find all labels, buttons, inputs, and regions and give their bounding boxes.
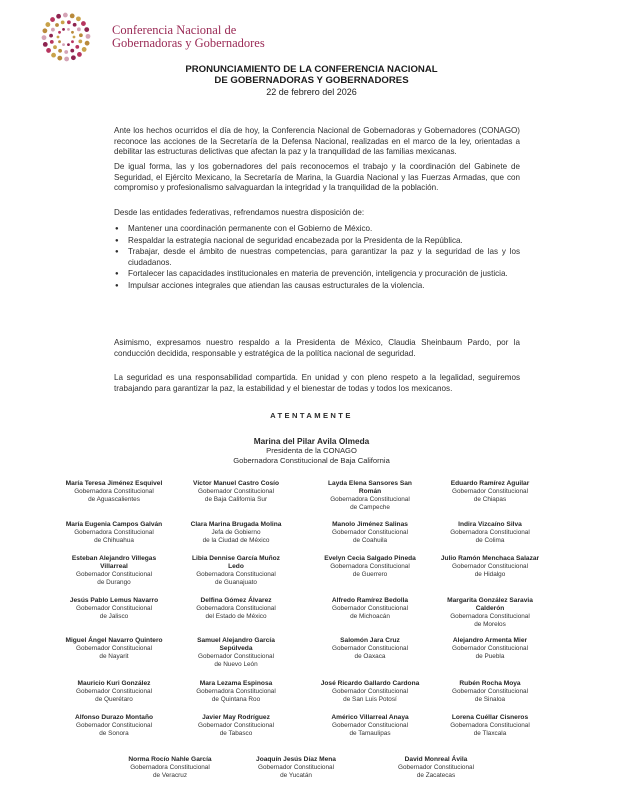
signatory-state: de Michoacán bbox=[350, 612, 390, 620]
signatory-title: Gobernador Constitucional bbox=[75, 644, 153, 652]
signatory-state: de Chiapas bbox=[473, 495, 507, 503]
signatory-state: de Oaxaca bbox=[354, 652, 386, 660]
list-item: ● Respaldar la estrategia nacional de seguridad encabezada por la Presidenta de la República. bbox=[114, 236, 520, 247]
signatory bbox=[44, 680, 184, 704]
signatory-title: Gobernadora Constitucional bbox=[196, 604, 276, 612]
signatory-state: de Tamaulipas bbox=[349, 729, 391, 737]
signatory-title: Gobernador Constitucional bbox=[397, 763, 475, 771]
signatory-name: Julio Ramón Menchaca Salazar bbox=[440, 555, 540, 562]
org-name-line2: Gobernadoras y Gobernadores bbox=[112, 36, 265, 50]
title-line1: PRONUNCIAMIENTO DE LA CONFERENCIA NACIONAL bbox=[185, 64, 438, 75]
signatory-state: de Guanajuato bbox=[215, 578, 257, 586]
signatory-state: de Campeche bbox=[350, 503, 390, 511]
signatory-name: Alfredo Ramírez Bedolla bbox=[331, 597, 409, 604]
signatory bbox=[166, 555, 306, 587]
document-date: 22 de febrero del 2026 bbox=[266, 87, 357, 97]
signatory-name: José Ricardo Gallardo Cardona bbox=[320, 680, 420, 687]
signatory bbox=[300, 521, 440, 545]
signatory-title: Gobernador Constitucional bbox=[197, 721, 275, 729]
signatory-title: Gobernadora Constitucional bbox=[330, 495, 410, 503]
signatory bbox=[44, 555, 184, 587]
signatory-state: de Aguascalientes bbox=[88, 495, 140, 503]
signatory bbox=[420, 555, 560, 579]
signatory-title: Gobernadora Constitucional bbox=[130, 763, 210, 771]
signatory-title: Gobernador Constitucional bbox=[451, 487, 529, 495]
signatory-state: de Quintana Roo bbox=[211, 695, 261, 703]
signatory-name: Eduardo Ramírez Aguilar bbox=[450, 480, 530, 487]
signatory-name: Alfonso Durazo Montaño bbox=[74, 714, 154, 721]
list-item: ● Fortalecer las capacidades institucionales en materia de prevención, inteligencia y procuración de justicia. bbox=[114, 269, 520, 280]
signatory-title: Gobernador Constitucional bbox=[451, 562, 529, 570]
signatory bbox=[44, 714, 184, 738]
signatory bbox=[300, 714, 440, 738]
signatory-title: Gobernador Constitucional bbox=[451, 644, 529, 652]
signatory bbox=[44, 597, 184, 621]
signatory-state: de Baja California Sur bbox=[204, 495, 268, 503]
signatory-name: Margarita González Saravia Calderón bbox=[447, 597, 533, 612]
signatory-title: Gobernadora Constitucional bbox=[196, 687, 276, 695]
signatory-title: Gobernadora Constitucional bbox=[450, 612, 530, 620]
signatory-title: Gobernador Constitucional bbox=[75, 721, 153, 729]
signatory-title: Gobernador Constitucional bbox=[331, 687, 409, 695]
signatory-state: de Chihuahua bbox=[94, 536, 134, 544]
signatory-name: David Monreal Ávila bbox=[404, 756, 468, 763]
signatory-name: Evelyn Cecia Salgado Pineda bbox=[324, 555, 416, 562]
conago-logo bbox=[40, 12, 104, 62]
signatory bbox=[44, 521, 184, 545]
signatory-state: de Querétaro bbox=[95, 695, 133, 703]
signatory-name: Delfina Gómez Álvarez bbox=[200, 597, 272, 604]
signatory-title: Gobernadora Constitucional bbox=[450, 721, 530, 729]
paragraph-4: Asimismo, expresamos nuestro respaldo a la Presidenta de México, Claudia Sheinbaum Pardo, por la conducción decidida, responsable y estratégica de la política nacional de seguridad. bbox=[114, 338, 520, 358]
signatory-title: Gobernador Constitucional bbox=[257, 763, 335, 771]
signatory-title: Gobernadora Constitucional bbox=[450, 528, 530, 536]
signatory-state: de Coahuila bbox=[352, 536, 388, 544]
signatory-name: Salomón Jara Cruz bbox=[340, 637, 400, 644]
signatory-name: Rubén Rocha Moya bbox=[459, 680, 521, 687]
signatory-state: de Colima bbox=[475, 536, 505, 544]
signatory-title: Gobernador Constitucional bbox=[197, 487, 275, 495]
signatory-title: Gobernadora Constitucional bbox=[74, 487, 154, 495]
signatory-title: Gobernador Constitucional bbox=[75, 570, 153, 578]
signatory-title: Gobernador Constitucional bbox=[331, 604, 409, 612]
signatory-name: Layda Elena Sansores San Román bbox=[328, 480, 412, 495]
signatory bbox=[300, 597, 440, 621]
signatory bbox=[166, 714, 306, 738]
signatory bbox=[166, 680, 306, 704]
signatory-name: Esteban Alejandro Villegas Villarreal bbox=[71, 555, 157, 570]
commitments-list bbox=[114, 224, 520, 292]
signatory-title: Gobernador Constitucional bbox=[451, 687, 529, 695]
signatory-state: de Sonora bbox=[99, 729, 129, 737]
signatory bbox=[420, 480, 560, 504]
signatory-title: Gobernador Constitucional bbox=[75, 687, 153, 695]
signatory bbox=[100, 756, 240, 780]
signatory-state: de Jalisco bbox=[99, 612, 129, 620]
signatory-state: de Yucatán bbox=[280, 771, 312, 779]
signatory-name: Jesús Pablo Lemus Navarro bbox=[69, 597, 159, 604]
signatory-state: de Puebla bbox=[475, 652, 505, 660]
signatory bbox=[166, 480, 306, 504]
signatory-name: Víctor Manuel Castro Cosío bbox=[192, 480, 280, 487]
signatory-name: Mauricio Kuri González bbox=[77, 680, 151, 687]
org-name-line1: Conferencia Nacional de bbox=[112, 23, 237, 37]
list-item: ● Impulsar acciones integrales que atiendan las causas estructurales de la violencia. bbox=[114, 281, 520, 292]
signatory-state: de Hidalgo bbox=[474, 570, 506, 578]
signatory-name: Clara Marina Brugada Molina bbox=[190, 521, 282, 528]
signatory-state: de la Ciudad de México bbox=[202, 536, 270, 544]
signatory-state: de Nuevo León bbox=[214, 660, 258, 668]
signatory-title: Jefa de Gobierno bbox=[211, 528, 261, 536]
signatory-title: Gobernadora Constitucional bbox=[196, 570, 276, 578]
title-line2: DE GOBERNADORAS Y GOBERNADORES bbox=[214, 75, 409, 86]
closing-heading: ATENTAMENTE bbox=[270, 411, 353, 420]
signatory-name: Libia Dennise García Muñoz Ledo bbox=[192, 555, 280, 570]
paragraph-3: Desde las entidades federativas, refrendamos nuestra disposición de: bbox=[114, 208, 365, 217]
paragraph-2: De igual forma, las y los gobernadores del país reconocemos el trabajo y la coordinación del Gabinete de Seguridad, el Ejército Mexicano, la Secretaría de Marina, la Guardia Nacional y las Fuerzas Armadas, que con compromiso y profesionalismo salvaguardan la integridad y la tranquilidad de la población. bbox=[114, 162, 520, 192]
president-signature bbox=[0, 436, 623, 466]
signatory-state: de Guerrero bbox=[352, 570, 388, 578]
signatory bbox=[226, 756, 366, 780]
signatory bbox=[300, 680, 440, 704]
signatory-title: Gobernador Constitucional bbox=[331, 644, 409, 652]
signatory-state: de Tlaxcala bbox=[473, 729, 507, 737]
signatory-name: Alejandro Armenta Mier bbox=[452, 637, 528, 644]
signatory-state: de Veracruz bbox=[152, 771, 188, 779]
signatory bbox=[420, 597, 560, 629]
signatory bbox=[366, 756, 506, 780]
signatory-title: Gobernador Constitucional bbox=[331, 528, 409, 536]
signatory bbox=[166, 597, 306, 621]
signatory-state: del Estado de México bbox=[205, 612, 267, 620]
signatory bbox=[300, 637, 440, 661]
signatory-name: Javier May Rodríguez bbox=[202, 714, 270, 721]
signatory-state: de San Luis Potosí bbox=[343, 695, 397, 703]
signatory-name: Mara Lezama Espinosa bbox=[199, 680, 273, 687]
signatory-state: de Nayarit bbox=[99, 652, 129, 660]
signatory bbox=[300, 480, 440, 512]
signatory-name: Lorena Cuéllar Cisneros bbox=[451, 714, 529, 721]
signatory-name: Joaquín Jesús Díaz Mena bbox=[256, 756, 336, 763]
signatory bbox=[44, 637, 184, 661]
signatory bbox=[166, 637, 306, 669]
signatory-name: Manolo Jiménez Salinas bbox=[332, 521, 408, 528]
signatory bbox=[420, 714, 560, 738]
signatory-title: Gobernadora Constitucional bbox=[330, 562, 410, 570]
president-role: Presidenta de la CONAGO bbox=[266, 446, 357, 455]
signatory-state: de Durango bbox=[97, 578, 131, 586]
signatory-state: de Morelos bbox=[474, 620, 506, 628]
document-title bbox=[0, 64, 623, 86]
signatory-title: Gobernador Constitucional bbox=[197, 652, 275, 660]
signatory-name: Samuel Alejandro García Sepúlveda bbox=[197, 637, 275, 652]
signatory bbox=[44, 480, 184, 504]
signatory bbox=[166, 521, 306, 545]
paragraph-1: Ante los hechos ocurridos el día de hoy, la Conferencia Nacional de Gobernadoras y Gobernadores (CONAGO) reconoce las acciones de la Secretaría de la Defensa Nacional, realizadas en el marco de la ley, orientadas a debilitar las estructuras delictivas que afectan la paz y la tranquilidad de las familias mexicanas. bbox=[114, 126, 520, 156]
signatory-state: de Zacatecas bbox=[416, 771, 456, 779]
signatory-name: María Teresa Jiménez Esquivel bbox=[65, 480, 163, 487]
signatory-title: Gobernador Constitucional bbox=[75, 604, 153, 612]
list-item: ● Trabajar, desde el ámbito de nuestras competencias, para garantizar la paz y la seguridad de las y los ciudadanos. bbox=[114, 247, 520, 268]
signatory-name: Indira Vizcaíno Silva bbox=[458, 521, 522, 528]
president-name: Marina del Pilar Avila Olmeda bbox=[253, 436, 370, 446]
paragraph-5: La seguridad es una responsabilidad compartida. En unidad y con pleno respeto a la legalidad, seguiremos trabajando para garantizar la paz, la estabilidad y el bienestar de todas y todos los mexicanos. bbox=[114, 373, 520, 393]
signatory-name: Américo Villarreal Anaya bbox=[331, 714, 409, 721]
signatory bbox=[300, 555, 440, 579]
signatory-state: de Sinaloa bbox=[474, 695, 506, 703]
signatory-state: de Tabasco bbox=[219, 729, 253, 737]
signatory-title: Gobernadora Constitucional bbox=[74, 528, 154, 536]
signatory-name: Norma Rocío Nahle García bbox=[128, 756, 212, 763]
org-name bbox=[112, 24, 265, 50]
signatory-name: María Eugenia Campos Galván bbox=[65, 521, 163, 528]
list-item: ● Mantener una coordinación permanente con el Gobierno de México. bbox=[114, 224, 520, 235]
signatory bbox=[420, 680, 560, 704]
president-title: Gobernadora Constitucional de Baja California bbox=[233, 456, 390, 465]
signatory-title: Gobernador Constitucional bbox=[331, 721, 409, 729]
signatory-name: Miguel Ángel Navarro Quintero bbox=[65, 637, 163, 644]
signatory bbox=[420, 521, 560, 545]
signatory bbox=[420, 637, 560, 661]
